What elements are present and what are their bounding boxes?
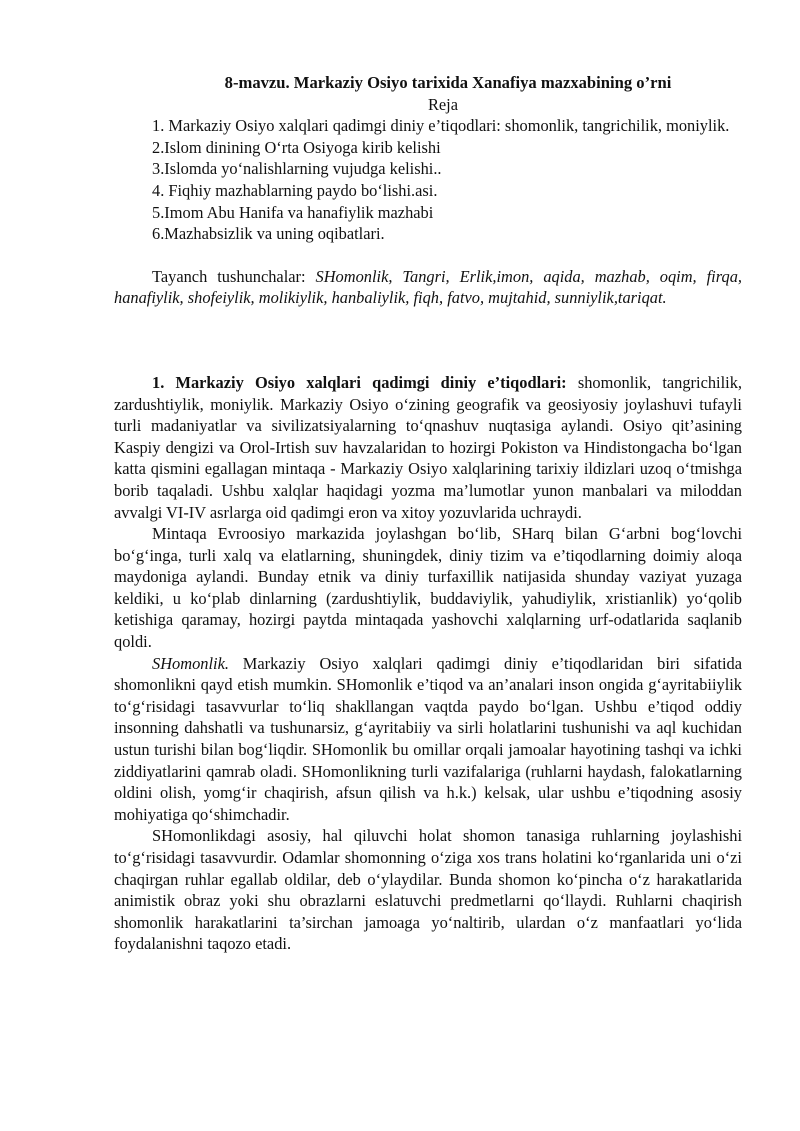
paragraph-3 <box>114 653 742 826</box>
plan-list <box>114 115 742 245</box>
section1-paragraph <box>114 372 742 523</box>
plan-item: 6.Mazhabsizlik va uning oqibatlari. <box>152 224 385 244</box>
keywords-paragraph <box>114 266 742 309</box>
paragraph-2: Mintaqa Evroosiyo markazida joylashgan bo‘lib, SHarq bilan G‘arbni bog‘lovchi bo‘g‘inga, turli xalq va elatlarning, shuningdek, diniy tizim va e’tiqodlarning doimiy aloqa maydoniga aylandi. Bunday etnik va diniy turfaxillik natijasida shunday vaziyat yuzaga keldiki, u ko‘plab dinlarning (zardushtiylik, buddaviylik, yahudiylik, xristianlik) yo‘qolib ketishiga qaramay, hozirgi paytda mintaqada yashovchi xalqlarning urf-odatlarida saqlanib qoldi. <box>114 524 742 652</box>
page-title: 8-mavzu. Markaziy Osiyo tarixida Xanafiya mazxabining o’rni <box>224 73 672 92</box>
plan-heading: Reja <box>427 94 459 114</box>
plan-item: 1. Markaziy Osiyo xalqlari qadimgi diniy e’tiqodlari: shomonlik, tangrichilik, moniylik. <box>152 116 730 136</box>
section1-heading: 1. Markaziy Osiyo xalqlari qadimgi diniy e’tiqodlari: <box>152 372 567 392</box>
paragraph-4: SHomonlikdagi asosiy, hal qiluvchi holat shomon tanasiga ruhlarning joylashishi to‘g‘risidagi tasavvurdir. Odamlar shomonning o‘ziga xos trans holatini ko‘rganlarida uni o‘zi chaqirgan ruhlar egallab oldilar, deb o‘ylaydilar. Bunda shomon ko‘pincha o‘z harakatlarida animistik obraz yoki shu obrazlarni eslatuvchi predmetlarni qo‘llaydi. Ruhlarni chaqirish shomonlik harakatlarini ta’sirchan jamoaga yo‘naltirib, ulardan o‘z manfaatlari yo‘lida foydalanishni taqozo etadi. <box>114 826 742 954</box>
plan-item: 4. Fiqhiy mazhablarning paydo bo‘lishi.asi. <box>152 180 438 200</box>
paragraph-3-lead: SHomonlik. <box>152 653 229 673</box>
keywords-list: SHomonlik, Tangri, Erlik,imon, aqida, mazhab, oqim, firqa, hanafiylik, shofeiylik, molikiylik, hanbaliylik, fiqh, fatvo, mujtahid, sunniylik,tariqat. <box>114 266 742 308</box>
document-page <box>114 72 742 955</box>
section1-text: shomonlik, tangrichilik, zardushtiylik, moniylik. Markaziy Osiyo o‘zining geografik va geosiyosiy joylashuvi tufayli turli madaniyatlar va sivilizatsiyalarning to‘qnashuv nuqtasiga aylandi. Osiyo qit’asining Kaspiy dengizi va Orol-Irtish suv havzalaridan to hozirgi Pokiston va Hindistongacha bo‘lgan katta qismini egallagan mintaqa - Markaziy Osiyo xalqlarining tarixiy ildizlari uzoq o‘tmishga borib taqaladi. Ushbu xalqlar haqidagi yozma ma’lumotlar yunon manbalari va miloddan avvalgi VI-IV asrlarga oid qadimgi eron va xitoy yozuvlarida uchraydi. <box>114 372 742 522</box>
spacer <box>114 351 742 372</box>
paragraph-3-text: Markaziy Osiyo xalqlari qadimgi diniy e’tiqodlaridan biri sifatida shomonlikni qayd etish mumkin. SHomonlik e’tiqod va an’analari inson ongida g‘ayritabiiylik to‘g‘risidagi tasavvurlar to‘liq shakllangan vaqtda paydo bo‘lgan. Ushbu e’tiqod oddiy insonning dahshatli va tushunarsiz, g‘ayritabiiy va sirli holatlarini tushunishi va aql kuchidan ustun turishi bilan bog‘liqdir. SHomonlik bu omillar orqali jamoalar hayotining tashqi va ichki ziddiyatlarini qamrab oladi. SHomonlikning turli vazifalariga (ruhlarni haydash, falokatlarning oldini olish, yomg‘ir chaqirish, afsun qilish va h.k.) kelsak, ular ushbu e’tiqodning asosiy mohiyatiga qo‘shimchadir. <box>114 653 742 824</box>
plan-item: 2.Islom dinining O‘rta Osiyoga kirib kelishi <box>152 137 441 157</box>
plan-item: 5.Imom Abu Hanifa va hanafiylik mazhabi <box>152 202 434 222</box>
spacer <box>114 309 742 351</box>
keywords-label: Tayanch tushunchalar: <box>152 266 316 286</box>
plan-item: 3.Islomda yo‘nalishlarning vujudga kelishi.. <box>152 159 442 179</box>
spacer <box>114 245 742 266</box>
